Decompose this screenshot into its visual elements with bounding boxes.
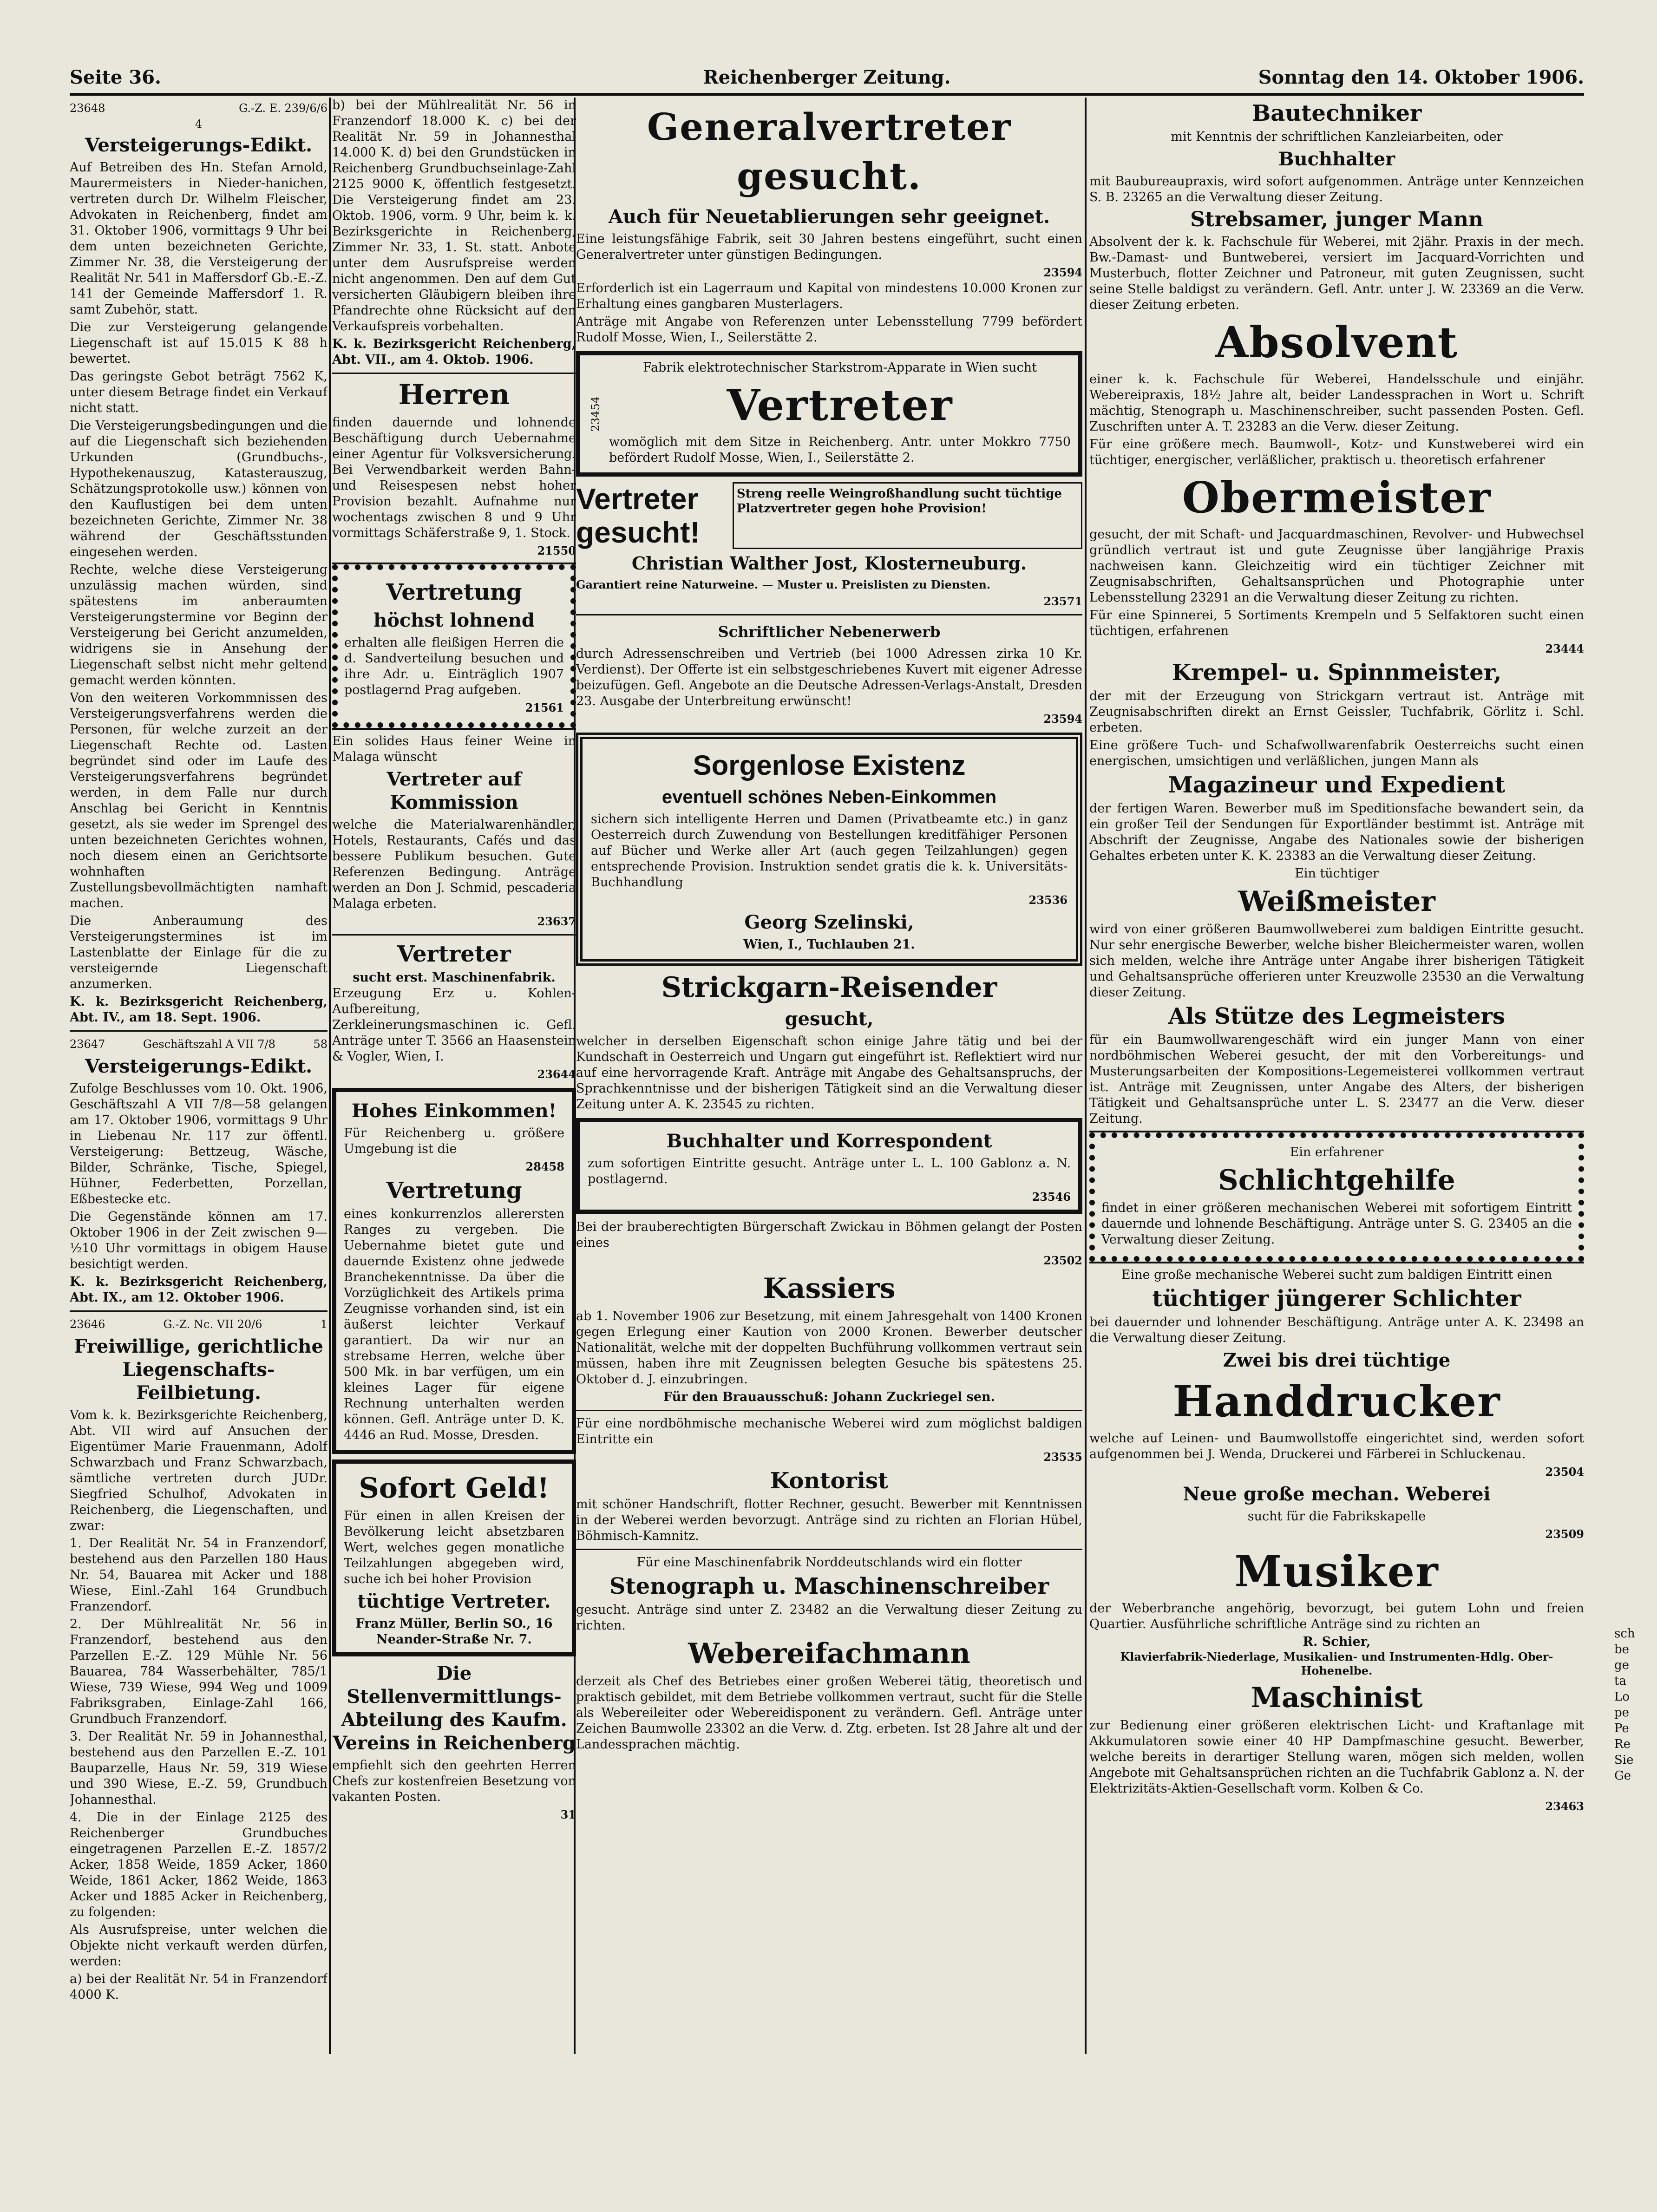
ad-text: Bei der brauberechtigten Bürgerschaft Zwickau in Böhmen gelangt der Posten eines [576,1220,1082,1250]
ad-text: sichern sich intelligente Herren und Damen (Privatbeamte etc.) in ganz Oesterreich durch Zuwendung von Bestellungen kreditfähiger Personen auf Bücher und Werke aller Art (auch gegen Teilzahlungen) gegen entsprechende Provision. Instruktion sendet gratis die k. k. Universitäts-Buchhandlung [591,812,1068,890]
ad-signature: Für den Brauausschuß: Johann Zuckriegel sen. [663,1390,996,1404]
notice-paragraph: Von den weiteren Vorkommnissen des Versteigerungsverfahrens werden die Personen, für welche zurzeit an der Liegenschaft Rechte od. Lasten begründet sind oder im Laufe des Versteigerungsverfahrens begründet werden, in dem Falle nur durch Anschlag bei Gericht in Kenntnis gesetzt, als sie weder im Sprengel des unten bezeichneten Gerichtes wohnen, noch diesem einen an Gerichtsorte wohnhaften Zustellungsbevollmächtigten namhaft machen. [70,691,327,910]
notice-continuation: b) bei der Mühlrealität Nr. 56 in Franzendorf 18.000 K. c) bei der Realität Nr. 59 in Johannesthal 14.000 K. d) bei den Grundstücken in Reichenberg Grundbuchseinlage-Zahl 2125 9000 K, öffentlich festgesetzt. Die Versteigerung findet am 23. Oktob. 1906, vorm. 9 Uhr, beim k. k. Bezirksgerichte in Reichenberg, Zimmer Nr. 33, 1. St. statt. Anbote unter dem Ausrufspreise werden nicht angenommen. Den auf dem Gut versicherten Gläubigern bleiben ihre Pfandrechte ohne Rücksicht auf den Verkaufspreis vorbehalten. [332,98,576,334]
ad-text: welche die Materialwarenhändler, Hotels, Restaurants, Cafés und das bessere Publikum besuchen. Gute Referenzen Bedingung. Anträge werden an Don J. Schmid, pescaderia Malaga erbeten. [332,818,576,911]
ad-schlichtgehilfe-box [1089,1132,1584,1262]
ad-text: derzeit als Chef des Betriebes einer großen Weberei tätig, theoretisch und praktisch gebildet, mit dem Betriebe vollkommen vertraut, sucht für die Stelle als Webereileiter oder Webereidisponent zu verändern. Gefl. Anträge unter Zeichen Baumwolle 23302 an die Verw. d. Ztg. erbeten. Ist 28 Jahre alt und der Landessprachen mächtig. [576,1674,1082,1752]
ad-title: Weißmeister [1238,885,1435,918]
edge-text: Sie [1614,1753,1634,1767]
ad-text: Garantiert reine Naturweine. — Muster u. Preislisten zu Diensten. [576,578,991,591]
ad-text: zum sofortigen Eintritte gesucht. Anträge unter L. L. 100 Gablonz a. N. postlagernd. [588,1156,1071,1186]
ad-subtitle: Buchhalter [1278,148,1395,170]
ad-firm: Georg Szelinski, [744,911,914,933]
edge-text: be [1614,1643,1630,1656]
notice-sub-number: 4 [195,118,203,131]
ad-title: Vertreter auf Kommission [386,768,522,813]
ad-subtitle: Auch für Neuetablierungen sehr geeignet. [608,206,1050,228]
masthead: Reichenberger Zeitung. [703,66,951,88]
edge-text: ta [1614,1674,1626,1688]
ad-subtitle: höchst lohnend [373,609,535,631]
ad-text: Ein erfahrener [1290,1145,1384,1159]
ad-number: 23535 [1043,1450,1082,1464]
ad-title: Sorgenlose Existenz [693,750,966,781]
ad-text: findet in einer größeren mechanischen Weberei mit sofortigem Eintritt dauernde und lohnende Beschäftigung. Anträge unter S. G. 23405 an die Verwaltung dieser Zeitung. [1101,1201,1572,1247]
ad-title: Magazineur und Expedient [1168,772,1506,798]
ad-text: Ein solides Haus feiner Weine in Malaga wünscht [332,734,576,764]
ad-text: sucht für die Fabrikskapelle [1247,1509,1426,1524]
notice-signature: K. k. Bezirksgericht Reichenberg, Abt. IX., am 12. Oktober 1906. [70,1275,327,1305]
notice-paragraph: 3. Der Realität Nr. 59 in Johannesthal, bestehend aus den Parzellen E.-Z. 101 Bauparzelle, Haus Nr. 59, 319 Wiese und 390 Wiese, E.-Z. 59, Grundbuch Johannesthal. [70,1729,327,1807]
ad-number: 23594 [1043,266,1082,279]
ad-title: Sofort Geld! [359,1472,550,1505]
notice-paragraph: 2. Der Mühlrealität Nr. 56 in Franzendorf, bestehend aus den Parzellen E.-Z. 129 Mühle Nr. 56 Bauarea, 784 Wasserbehälter, 785/1 Wiese, 739 Wiese, 994 Weg und 1009 Fabriksgraben, Einlage-Zahl 166, Grundbuch Franzendorf. [70,1617,327,1726]
ad-title: Vertreter gesucht! [576,482,700,549]
ad-title-herren: Herren [398,379,510,411]
notice-signature: K. k. Bezirksgericht Reichenberg, Abt. IV., am 18. Sept. 1906. [70,995,327,1025]
ad-title: Strickgarn-Reisender [661,971,997,1004]
ad-sofort-geld-box [332,1459,576,1656]
ad-number: 23644 [537,1067,576,1081]
ad-subtitle: tüchtige Vertreter. [357,1590,551,1612]
ad-number: 23637 [537,915,576,928]
edge-text: Ge [1614,1769,1631,1783]
ad-text: ab 1. November 1906 zur Besetzung, mit einem Jahresgehalt von 1400 Kronen gegen Erlegung einer Kaution von 2000 Kronen. Bewerber deutscher Nationalität, welche mit der doppelten Buchführung vollkommen vertraut sein müssen, haben ihre mit Zeugnissen belegten Gesuche bis spätestens 25. Oktober d. J. einzubringen. [576,1309,1082,1387]
ad-text: der Weberbranche angehörig, bevorzugt, bei gutem Lohn und freien Quartier. Ausführliche schriftliche Anträge sind zu richten an [1089,1601,1584,1631]
separator [576,1410,1082,1411]
ad-subtitle: sucht erst. Maschinenfabrik. [353,970,556,985]
column-rule [329,98,331,2054]
ad-text: Für eine nordböhmische mechanische Weberei wird zum möglichst baldigen Eintritte ein [576,1416,1082,1446]
ad-number-vertical: 23454 [589,396,602,432]
ad-title: Schlichtgehilfe [1218,1164,1455,1197]
ad-number: 23571 [1043,595,1082,608]
ad-title: Maschinist [1251,1682,1423,1714]
separator [70,1030,327,1032]
ad-number: 23509 [1545,1527,1584,1541]
ad-text: zur Bedienung einer größeren elektrischen Licht- und Kraftanlage mit Akkumulatoren sowie einer 40 HP Dampfmaschine gesucht. Bewerber, welche bereits in derartiger Stellung waren, mögen sich melden, wollen Angebote mit Gehaltsansprüchen richten an die Tuchfabrik Gablonz a. N. der Elektrizitäts-Aktien-Gesellschaft vorm. Kolben & Co. [1089,1718,1584,1796]
ad-subtitle: Zwei bis drei tüchtige [1223,1349,1451,1371]
ad-title: Vertreter [727,380,953,430]
notice-signature: K. k. Bezirksgericht Reichenberg, Abt. VII., am 4. Oktob. 1906. [332,337,576,367]
page-number: Seite 36. [70,66,161,88]
notice-paragraph: Als Ausrufspreise, unter welchen die Objekte nicht verkauft werden dürfen, werden: [70,1923,327,1969]
separator [70,1310,327,1312]
ad-text: Eine große mechanische Weberei sucht zum baldigen Eintritt einen [1121,1268,1552,1282]
notice-paragraph: Die Gegenstände können am 17. Oktober 1906 in der Zeit zwischen 9—½10 Uhr vormittags in obigem Hause besichtigt werden. [70,1210,327,1271]
ad-text: welche auf Leinen- und Baumwollstoffe eingerichtet sind, werden sofort aufgenommen bei J. Wenda, Druckerei und Färberei in Schluckenau. [1089,1431,1584,1461]
ad-title-generalvertreter: Generalvertreter gesucht. [647,105,1012,198]
ad-text: Absolvent der k. k. Fachschule für Weberei, mit 2jähr. Praxis in der mech. Bw.-Damast- und Buntweberei, versiert im Jacquard-Vorrichten und Musterbuch, flotter Zeichner und Patroneur, mit guten Zeugnissen, sucht seine Stelle baldigst zu verändern. Gefl. Antr. unter J. W. 23369 an die Verw. dieser Zeitung erbeten. [1089,235,1584,312]
ad-title: Musiker [1234,1546,1439,1597]
ad-text: einer k. k. Fachschule für Weberei, Handelsschule und einjähr. Webereipraxis, 18½ Jahre alt, beider Landessprachen in Wort u. Schrift mächtig, Stenograph u. Maschinenschreiber, sucht passenden Posten. Gefl. Zuschriften unter A. T. 23283 an die Verw. dieser Zeitung. [1089,372,1584,434]
notice-number-line: 23647 Geschäftszahl A VII 7/8 58 [70,1038,327,1051]
edge-text: Re [1614,1737,1631,1751]
ad-title: Webereifachmann [688,1637,970,1670]
notice-title: Versteigerungs-Edikt. [85,134,313,156]
ad-text: Für eine Maschinenfabrik Norddeutschlands wird ein flotter [636,1555,1022,1570]
ad-text: Für einen in allen Kreisen der Bevölkerung leicht absetzbaren Wert, welches gegen monatliche Teilzahlungen abgegeben wird, suche ich bei hoher Provision [344,1509,564,1586]
ad-text: bei dauernder und lohnender Beschäftigung. Anträge unter A. K. 23498 an die Verwaltung dieser Zeitung. [1089,1315,1584,1345]
notice-paragraph: Die Anberaumung des Versteigerungstermines ist im Lastenblatte der Einlage für die zu versteigernde Liegenschaft anzumerken. [70,914,327,991]
notice-paragraph: Vom k. k. Bezirksgerichte Reichenberg, Abt. VII wird auf Ansuchen der Eigentümer Marie Frauenmann, Adolf Schwarzbach und Franz Schwarzbach, sämtliche vertreten durch JUDr. Siegfried Schulhof, Advokaten in Reichenberg, die Liegenschaften, und zwar: [70,1408,327,1533]
ad-text: Erzeugung Erz u. Kohlen-Aufbereitung, Zerkleinerungsmaschinen ic. Gefl. Anträge unter T. 3566 an Haasenstein & Vogler, Wien, I. [332,986,576,1064]
ad-text: Eine leistungsfähige Fabrik, seit 30 Jahren bestens eingeführt, sucht einen Generalvertreter unter günstigen Bedingungen. [576,232,1082,262]
ad-sorgenlose-box [576,733,1082,966]
ad-number: 21561 [525,701,564,714]
ad-vertretung-box [332,564,576,728]
ad-number: 23536 [1028,893,1068,907]
column-job-ads [576,98,1082,2054]
ad-address: Klavierfabrik-Niederlage, Musikalien- und Instrumenten-Hdlg. Ober-Hohenelbe. [1120,1650,1553,1677]
ad-side-text: Streng reelle Weingroßhandlung sucht tüchtige Platzvertreter gegen hohe Provision! [733,482,1082,549]
ad-text: Für eine größere mech. Baumwoll-, Kotz- und Kunstweberei wird ein tüchtiger, energischer, verläßlicher, praktisch u. theoretisch erfahrener [1089,437,1584,467]
ad-signature: Franz Müller, Berlin SO., 16 Neander-Straße Nr. 7. [355,1616,553,1647]
ad-title: Buchhalter und Korrespondent [666,1130,992,1152]
notice-paragraph: Das geringste Gebot beträgt 7562 K, unter diesem Betrage findet ein Verkauf nicht statt. [70,369,327,415]
ad-number: 23546 [1032,1190,1071,1204]
notice-paragraph: 1. Der Realität Nr. 54 in Franzendorf, bestehend aus den Parzellen 180 Haus Nr. 54, Bauarea mit Acker und 188 Wiese, Einl.-Zahl 164 Grundbuch Franzendorf. [70,1536,327,1614]
ad-text: mit schöner Handschrift, flotter Rechner, gesucht. Bewerber mit Kenntnissen in der Weberei werden bevorzugt. Anträge sind zu richten an Florian Hübel, Böhmisch-Kamnitz. [576,1497,1082,1543]
ad-text: Für eine Spinnerei, 5 Sortiments Krempeln und 5 Selfaktoren sucht einen tüchtigen, erfahrenen [1089,608,1584,638]
ad-text: der fertigen Waren. Bewerber muß im Speditionsfache bewandert sein, da ein großer Teil der Sendungen für Exportländer bestimmt ist. Anträge mit Abschrift der Zeugnisse, Angabe des Nationales sowie der bisherigen Gehaltes erbeten unter K. K. 23383 an die Verwaltung dieser Zeitung. [1089,801,1584,863]
ad-number: 23504 [1545,1465,1584,1479]
separator [576,614,1082,615]
notice-title: Versteigerungs-Edikt. [85,1055,313,1077]
column-rule [1085,98,1087,2054]
ad-subtitle: Neue große mechan. Weberei [1183,1483,1491,1505]
notice-paragraph: 4. Die in der Einlage 2125 des Reichenberger Grundbuches eingetragenen Parzellen E.-Z. 1857/2 Acker, 1858 Weide, 1859 Acker, 1860 Weide, 1861 Acker, 1862 Weide, 1863 Acker und 1885 Acker in Reichenberg, zu folgenden: [70,1810,327,1919]
ad-title: Obermeister [1182,472,1492,523]
ad-number: 31 [560,1808,576,1821]
notice-paragraph: Die Versteigerungsbedingungen und die auf die Liegenschaft sich beziehenden Urkunden (Grundbuchs-, Hypothekenauszug, Katasterauszug, Schätzungsprotokolle usw.) können von den Kauflustigen bei dem unten bezeichneten Gerichte, Zimmer Nr. 38 während der Geschäftsstunden eingesehen werden. [70,419,327,559]
column-court-notices [70,98,327,2054]
ad-wein-block [576,482,1082,549]
notice-paragraph: Rechte, welche diese Versteigerung unzulässig machen würden, sind spätestens im anberaumten Versteigerungstermine vor Beginn der Versteigerung bei Gericht anzumelden, widrigens sie in Ansehung der Liegenschaft selbst nicht mehr geltend gemacht werden könnten. [70,563,327,687]
ad-title: Stenograph u. Maschinenschreiber [609,1573,1049,1599]
edge-text: ge [1614,1658,1630,1672]
ad-text: durch Adressenschreiben und Vertrieb (bei 1000 Adressen zirka 10 Kr. Verdienst). Der Offerte ist ein selbstgeschriebenes Kuvert mit eigener Adresse beizufügen. Gefl. Angebote an die Deutsche Adressen-Verlags-Anstalt, Dresden 23. Ausgabe der Unterbreitung erwünscht! [576,647,1082,708]
ad-subtitle: gesucht, [785,1008,874,1030]
ad-text: wird von einer größeren Baumwollweberei zum baldigen Eintritte gesucht. Nur sehr energische Bewerber, welche bisher Bleichermeister waren, wollen sich melden, welche ihre Anträge unter Angabe ihrer bisherigen Tätigkeit und Gehaltsansprüche offerieren unter Kreuzwolle 23530 an die Verwaltung dieser Zeitung. [1089,922,1584,1000]
notice-paragraph: Die zur Versteigerung gelangende Liegenschaft ist auf 15.015 K 88 h bewertet. [70,320,327,366]
ad-text: Anträge mit Angabe von Referenzen unter Lebensstellung 7799 befördert Rudolf Mosse, Wien, I., Seilerstätte 2. [576,314,1082,345]
ad-number: 23444 [1545,642,1584,655]
ad-text: für ein Baumwollwarengeschäft wird ein junger Mann von einer nordböhmischen Weberei gesucht, der mit den Vorbereitungs- und Musterungsarbeiten der Kompositions-Legemeisterei vollkommen vertraut ist. Anträge mit Zeugnissen, unter Angabe des Alters, der bisherigen Tätigkeit und Gehaltsansprüche unter L. S. 23477 an die Verw. dieser Zeitung. [1089,1033,1584,1126]
notice-paragraph: a) bei der Realität Nr. 54 in Franzendorf 4000 K. [70,1972,327,2002]
ad-title: Vertreter [397,941,511,967]
ad-title: Die Stellenvermittlungs-Abteilung des Kaufm. Vereins in Reichenberg [333,1662,576,1754]
ad-subtitle: eventuell schönes Neben-Einkommen [661,787,997,807]
ad-title: Hohes Einkommen! [351,1100,557,1122]
ad-text: Eine größere Tuch- und Schafwollwarenfabrik Oesterreichs sucht einen energischen, umsichtigen und verläßlichen, jungen Mann als [1089,738,1584,768]
ad-text: finden dauernde und lohnende Beschäftigung durch Uebernahme einer Agentur für Volksversicherung. Bei Verwendbarkeit werden Bahn- und Reisespesen nebst hoher Provision bezahlt. Aufnahme nur wochentags zwischen 8 und 9 Uhr vormittags Schäferstraße 9, 1. Stock. [332,415,576,540]
edge-text: pe [1614,1706,1630,1720]
edge-text: Lo [1614,1690,1630,1704]
ad-signature: R. Schier, [1303,1635,1371,1649]
ad-title: Bautechniker [1251,100,1422,126]
ad-hohes-einkommen-box [332,1088,576,1454]
ad-text: Erforderlich ist ein Lagerraum und Kapital von mindestens 10.000 Kronen zur Erhaltung eines gangbaren Musterlagers. [576,281,1082,311]
ad-text: empfiehlt sich den geehrten Herren Chefs zur kostenfreien Besetzung von vakanten Posten. [332,1758,576,1804]
ad-title: Absolvent [1215,317,1459,367]
ad-text: Fabrik elektrotechnischer Starkstrom-Apparate in Wien sucht [643,360,1037,375]
ad-text: gesucht, der mit Schaft- und Jacquardmaschinen, Revolver- und Hubwechsel gründlich vertraut ist und gute Zeugnisse über langjährige Praxis nachweisen kann. Gleichzeitig wird ein tüchtiger Zeichner mit Zeugnisabschriften, Gehaltsansprüchen und Photographie unter Lebensstellung 23291 an die Verwaltung dieser Zeitung zu richten. [1089,527,1584,605]
ad-text: welcher in derselben Eigenschaft schon einige Jahre tätig und bei der Kundschaft in Oesterreich und Ungarn gut eingeführt ist. Reflektiert wird nur auf eine hervorragende Kraft. Anträge mit Angabe des Gehaltsanspruchs, der Sprachkenntnisse und der bisherigen Tätigkeit sind an die Verwaltung dieser Zeitung unter A. K. 23545 zu richten. [576,1034,1082,1112]
ad-title: Kassiers [763,1272,896,1305]
issue-date: Sonntag den 14. Oktober 1906. [1258,66,1584,88]
notice-title: Freiwillige, gerichtliche Liegenschafts-Feilbietung. [74,1335,323,1404]
ad-title: Krempel- u. Spinnmeister, [1172,660,1502,686]
ad-buchhalter-box [576,1118,1082,1214]
ad-number: 23463 [1545,1800,1584,1813]
notice-paragraph: Zufolge Beschlusses vom 10. Okt. 1906, Geschäftszahl A VII 7/8—58 gelangen am 17. Oktober 1906, vormittags 9 Uhr in Liebenau Nr. 117 zur öffentl. Versteigerung: Bettzeug, Wäsche, Bilder, Schränke, Tische, Spiegel, Hühner, Federbetten, Porzellan, Eßbestecke etc. [70,1081,327,1206]
column-small-ads [332,98,576,2054]
ad-title: Kontorist [770,1468,889,1494]
edge-text: sch [1614,1627,1635,1641]
notice-number-line: 23646 G.-Z. Nc. VII 20/6 1 [70,1318,327,1331]
page-header [70,60,1584,96]
ad-number: 23502 [1043,1254,1082,1267]
column-trade-ads [1089,98,1584,2054]
ad-title: Strebsamer, junger Mann [1190,208,1483,231]
ad-text: Für Reichenberg u. größere Umgebung ist die [344,1126,564,1156]
ad-text: Ein tüchtiger [1295,866,1379,881]
notice-paragraph: Auf Betreiben des Hn. Stefan Arnold, Maurermeisters in Nieder-hanichen, vertreten durch Dr. Wilhelm Fleischer, Advokaten in Reichenberg, findet am 31. Oktober 1906, vormittags 9 Uhr bei dem unten bezeichneten Gerichte, Zimmer Nr. 38, die Versteigerung der Realität Nr. 541 in Maffersdorf Gb.-E.-Z. 141 der Gemeinde Maffersdorf 1. R. samt Zubehör, statt. [70,160,327,317]
ad-text: erhalten alle fleißigen Herren die d. Sandverteilung besuchen und ihre Adr. u. Einträglich 1907 postlagernd Prag aufgeben. [344,635,564,697]
ad-text: womöglich mit dem Sitze in Reichenberg. Antr. unter Mokkro 7750 befördert Rudolf Mosse, Wien, I., Seilerstätte 2. [609,435,1071,465]
ad-text: der mit der Erzeugung von Strickgarn vertraut ist. Anträge mit Zeugnisabschriften direkt an Ernst Geissler, Tuchfabrik, Görlitz i. Schl. erbeten. [1089,689,1584,735]
ad-number: 23594 [1043,712,1082,726]
separator [332,934,576,936]
ad-title: Handdrucker [1172,1376,1501,1427]
ad-title: Schriftlicher Nebenerwerb [718,623,941,641]
separator [576,1549,1082,1550]
ad-address: Wien, I., Tuchlauben 21. [743,937,915,952]
ad-starkstrom-box [576,351,1082,477]
adjacent-page-fragment [1614,1626,1642,1784]
ad-title: Vertretung [386,1178,522,1204]
ad-text: mit Baubureaupraxis, wird sofort aufgenommen. Anträge unter Kennzeichen S. B. 23265 an die Verwaltung dieser Zeitung. [1089,174,1584,204]
edge-text: Pe [1614,1721,1629,1735]
ad-text: eines konkurrenzlos allerersten Ranges zu vergeben. Die Uebernahme bietet gute und dauernde Existenz ohne jedwede Branchekenntnisse. Da über die Vorzüglichkeit des Artikels prima Zeugnisse vorhanden sind, ist ein äußerst leichter Verkauf garantiert. Da wir nur an strebsame Herren, welche über 500 Mk. in bar verfügen, um ein kleines Lager für eigene Rechnung unterhalten werden können. Gefl. Anträge unter D. K. 4446 an Rud. Mosse, Dresden. [344,1207,564,1442]
ad-number: 28458 [525,1160,564,1173]
ad-title: Vertretung [386,579,522,605]
ad-title: Als Stütze des Legmeisters [1168,1003,1505,1029]
ad-number: 21550 [537,544,576,557]
separator [332,373,576,374]
ad-firm: Christian Walther Jost, Klosterneuburg. [631,553,1027,574]
ad-text: mit Kenntnis der schriftlichen Kanzleiarbeiten, oder [1171,130,1503,144]
notice-number-line: 23648 G.-Z. E. 239/6/6 [70,102,327,115]
ad-title: tüchtiger jüngerer Schlichter [1152,1286,1521,1312]
ad-text: gesucht. Anträge sind unter Z. 23482 an die Verwaltung dieser Zeitung zu richten. [576,1603,1082,1633]
